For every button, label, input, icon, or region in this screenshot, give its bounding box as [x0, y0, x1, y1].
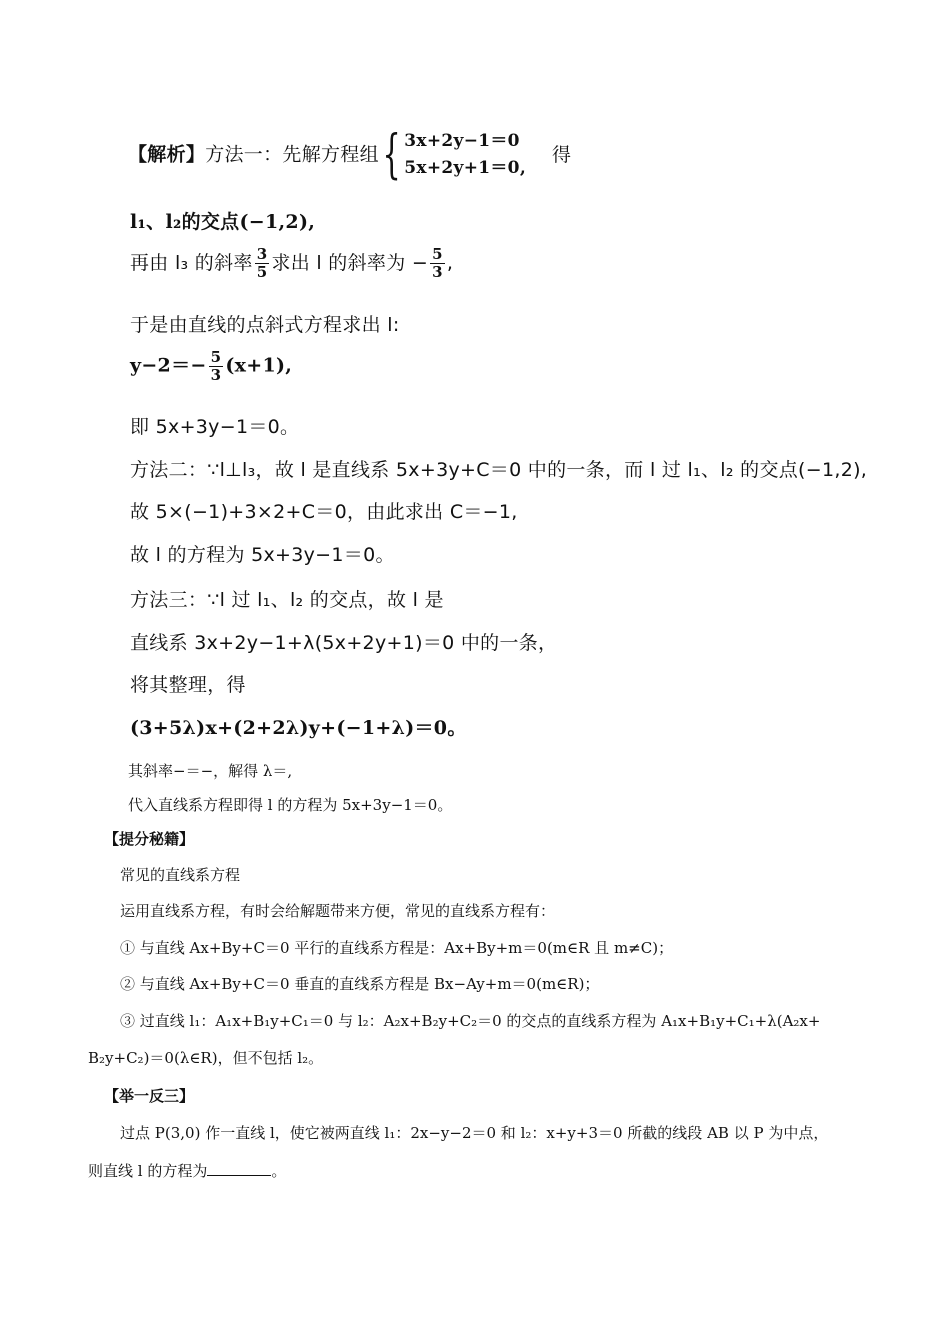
fraction-numerator: 5	[432, 245, 443, 263]
equation-part-b: (x+1),	[225, 354, 293, 377]
method-two-line-3: 故 l 的方程为 5x+3y−1＝0。	[130, 544, 395, 566]
intersection-line: l₁、l₂的交点(−1,2),	[130, 211, 316, 233]
point-slope-line: 于是由直线的点斜式方程求出 l:	[130, 314, 400, 336]
method-two-line-1: 方法二：∵l⊥l₃，故 l 是直线系 5x+3y+C＝0 中的一条，而 l 过 l₁、l₂ 的交点(−1,2),	[130, 459, 868, 481]
method-three-line-2: 直线系 3x+2y−1+λ(5x+2y+1)＝0 中的一条，	[130, 632, 558, 654]
tips-intro: 运用直线系方程，有时会给解题带来方便，常见的直线系方程有：	[120, 902, 556, 920]
point-slope-equation	[130, 350, 292, 383]
method-three-line-3: 将其整理，得	[130, 674, 246, 696]
slope-solve-line: 其斜率−＝−，解得 λ＝,	[128, 762, 293, 780]
method-two-line-2: 故 5×(−1)+3×2+C＝0，由此求出 C＝−1,	[130, 501, 518, 523]
fraction-denominator: 3	[432, 263, 443, 281]
tips-item-intersection: ③ 过直线 l₁：A₁x+B₁y+C₁＝0 与 l₂：A₂x+B₂y+C₂＝0 的交点的直线系方程为 A₁x+B₁y+C₁+λ(A₂x+	[120, 1012, 821, 1030]
tips-subtitle: 常见的直线系方程	[120, 866, 241, 884]
equation-system	[379, 125, 527, 185]
slope-text-a: 再由 l₃ 的斜率	[130, 252, 253, 274]
slope-line	[130, 247, 453, 280]
example-text-1: 过点 P(3,0) 作一直线 l，使它被两直线 l₁：2x−y−2＝0 和 l₂：x+y+3＝0 所截的线段 AB 以 P 为中点，	[120, 1124, 829, 1142]
example-question-end: 。	[271, 1162, 287, 1180]
equation-part-a: y−2＝−	[130, 354, 207, 377]
analysis-label: 【解析】	[128, 143, 206, 166]
method-one-text: 方法一：先解方程组	[205, 143, 379, 166]
slope-fraction-5-3	[430, 247, 445, 280]
example-text-2	[88, 1160, 286, 1181]
slope-fraction-3-5	[255, 247, 270, 280]
method-three-line-1: 方法三：∵l 过 l₁、l₂ 的交点，故 l 是	[130, 589, 444, 611]
equation-fraction	[209, 350, 224, 383]
fraction-numerator: 3	[256, 245, 268, 263]
tips-item-parallel: ① 与直线 Ax+By+C＝0 平行的直线系方程是：Ax+By+m＝0(m∈R 且 m≠C)；	[120, 939, 674, 957]
method-one-result: 即 5x+3y−1＝0。	[130, 416, 300, 438]
fraction-numerator: 5	[210, 348, 222, 366]
slope-text-b: 求出 l 的斜率为 −	[271, 252, 429, 274]
substitute-line: 代入直线系方程即得 l 的方程为 5x+3y−1＝0。	[128, 796, 453, 814]
system-equation-1: 3x+2y−1＝0	[404, 131, 520, 151]
method-one-result-word: 得	[552, 143, 572, 166]
answer-blank[interactable]	[207, 1161, 271, 1176]
fraction-denominator: 3	[210, 366, 222, 384]
fraction-denominator: 5	[256, 263, 268, 281]
slope-text-c: ,	[446, 252, 454, 274]
system-equation-2: 5x+2y+1＝0,	[404, 158, 527, 178]
example-question-text: 则直线 l 的方程为	[88, 1162, 208, 1180]
tips-item-intersection-continued: B₂y+C₂)＝0(λ∈R)，但不包括 l₂。	[88, 1049, 324, 1067]
tips-item-perpendicular: ② 与直线 Ax+By+C＝0 垂直的直线系方程是 Bx−Ay+m＝0(m∈R)；	[120, 975, 600, 993]
tips-heading: 【提分秘籍】	[104, 830, 195, 848]
left-brace-icon: {	[382, 125, 401, 185]
method-one-line	[128, 125, 572, 185]
example-heading: 【举一反三】	[104, 1087, 195, 1105]
method-three-line-4: (3+5λ)x+(2+2λ)y+(−1+λ)＝0。	[130, 717, 467, 739]
